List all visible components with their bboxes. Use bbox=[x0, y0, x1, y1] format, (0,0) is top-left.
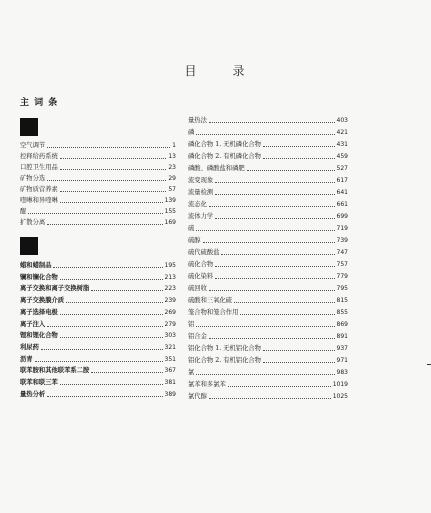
toc-entry-page: 459 bbox=[336, 153, 348, 160]
dot-leader bbox=[263, 146, 335, 147]
toc-entry-page: 213 bbox=[164, 273, 176, 281]
dot-leader bbox=[263, 158, 335, 159]
toc-entry-page: 1025 bbox=[332, 393, 348, 400]
toc-entry-page: 779 bbox=[336, 273, 348, 280]
toc-entry-title: 离子交换和离子交换树脂 bbox=[20, 285, 90, 293]
section-marker-block-2 bbox=[20, 237, 38, 255]
toc-entry[interactable] bbox=[20, 318, 176, 328]
dot-leader bbox=[47, 147, 170, 148]
toc-entry-title: 空气调节 bbox=[20, 142, 46, 149]
toc-entry[interactable] bbox=[20, 282, 176, 292]
toc-entry-title: 离子交换膜介质 bbox=[20, 297, 65, 305]
dot-leader bbox=[196, 134, 334, 135]
dot-leader bbox=[60, 158, 167, 159]
toc-entry-page: 869 bbox=[336, 321, 348, 328]
toc-entry[interactable] bbox=[188, 330, 348, 340]
toc-entry-page: 757 bbox=[336, 261, 348, 268]
dot-leader bbox=[35, 361, 163, 362]
dot-leader bbox=[221, 254, 334, 255]
dot-leader bbox=[60, 191, 167, 192]
toc-entry-page: 139 bbox=[164, 197, 176, 204]
dot-leader bbox=[47, 396, 162, 397]
toc-entry[interactable] bbox=[20, 216, 176, 226]
toc-entry-page: 169 bbox=[164, 219, 176, 226]
dot-leader bbox=[28, 213, 162, 214]
toc-entry[interactable] bbox=[188, 258, 348, 268]
toc-entry-page: 617 bbox=[336, 177, 348, 184]
dot-leader bbox=[203, 242, 335, 243]
dot-leader bbox=[234, 302, 334, 303]
toc-entry-page: 29 bbox=[168, 175, 176, 182]
toc-entry[interactable] bbox=[188, 246, 348, 256]
toc-entry-page: 239 bbox=[164, 297, 176, 305]
dot-leader bbox=[209, 338, 335, 339]
toc-entry-title: 铝化合物 2. 有机铝化合物 bbox=[188, 357, 261, 364]
dot-leader bbox=[196, 326, 334, 327]
toc-entry-title: 蜡和蜡制品 bbox=[20, 262, 52, 269]
toc-entry[interactable] bbox=[20, 294, 176, 304]
toc-entry-title: 醌 bbox=[20, 208, 27, 215]
toc-entry-title: 硫化合物 bbox=[188, 261, 214, 268]
toc-entry-page: 421 bbox=[336, 129, 348, 136]
toc-entry-title: 量热法 bbox=[188, 117, 207, 124]
toc-entry-page: 195 bbox=[164, 262, 176, 269]
toc-entry[interactable] bbox=[188, 306, 348, 316]
dot-leader bbox=[47, 326, 162, 327]
dot-leader bbox=[263, 350, 335, 351]
toc-entry-page: 891 bbox=[336, 333, 348, 340]
toc-entry[interactable] bbox=[188, 270, 348, 280]
toc-entry[interactable] bbox=[20, 353, 176, 363]
dot-leader bbox=[91, 290, 162, 291]
toc-entry[interactable] bbox=[188, 138, 348, 148]
toc-entry[interactable] bbox=[20, 139, 176, 149]
toc-entry[interactable] bbox=[188, 114, 348, 124]
section-subtitle: 主 词 条 bbox=[20, 98, 59, 108]
dot-leader bbox=[209, 122, 335, 123]
toc-entry-title: 喹啉和异喹啉 bbox=[20, 197, 58, 204]
toc-entry[interactable] bbox=[20, 306, 176, 316]
dot-leader bbox=[60, 202, 163, 203]
toc-entry-page: 795 bbox=[336, 285, 348, 292]
toc-entry-page: 747 bbox=[336, 249, 348, 256]
dot-leader bbox=[209, 290, 335, 291]
toc-entry-title: 硫醇 bbox=[188, 237, 201, 244]
toc-entry-page: 937 bbox=[336, 345, 348, 352]
toc-entry-title: 磷酸、磷酸盐和磷肥 bbox=[188, 165, 245, 172]
dot-leader bbox=[60, 279, 163, 280]
dot-leader bbox=[215, 218, 334, 219]
toc-entry[interactable] bbox=[188, 198, 348, 208]
page-title bbox=[0, 62, 431, 79]
toc-entry-page: 269 bbox=[164, 308, 176, 316]
dot-leader bbox=[47, 224, 162, 225]
section-marker-block-1 bbox=[20, 118, 38, 136]
toc-entry-page: 321 bbox=[164, 343, 176, 351]
toc-entry-page: 971 bbox=[336, 357, 348, 364]
toc-entry[interactable] bbox=[20, 205, 176, 215]
toc-entry[interactable] bbox=[20, 172, 176, 182]
dot-leader bbox=[53, 267, 162, 268]
toc-entry-title: 扩散分离 bbox=[20, 219, 46, 226]
toc-entry[interactable] bbox=[188, 222, 348, 232]
toc-entry[interactable] bbox=[20, 150, 176, 160]
dot-leader bbox=[41, 349, 163, 350]
toc-entry-title: 铝 bbox=[188, 321, 195, 328]
toc-entry[interactable] bbox=[188, 318, 348, 328]
toc-entry-title: 流变现象 bbox=[188, 177, 214, 184]
toc-entry-page: 279 bbox=[164, 320, 176, 328]
dot-leader bbox=[196, 374, 334, 375]
toc-entry[interactable] bbox=[20, 341, 176, 351]
dot-leader bbox=[209, 398, 331, 399]
toc-entry[interactable] bbox=[188, 162, 348, 172]
toc-entry[interactable] bbox=[188, 282, 348, 292]
toc-entry[interactable] bbox=[20, 183, 176, 193]
dot-leader bbox=[215, 278, 334, 279]
dot-leader bbox=[60, 169, 167, 170]
toc-entry[interactable] bbox=[20, 376, 176, 386]
toc-entry[interactable] bbox=[20, 259, 176, 269]
toc-entry-page: 699 bbox=[336, 213, 348, 220]
toc-entry-title: 硫代硫酸盐 bbox=[188, 249, 220, 256]
toc-entry-title: 利尿药 bbox=[20, 343, 39, 351]
toc-entry-page: 23 bbox=[168, 164, 176, 171]
toc-entry-title: 笼合物和笼合作用 bbox=[188, 309, 239, 316]
dot-leader bbox=[91, 372, 162, 373]
toc-entry-page: 13 bbox=[168, 153, 176, 160]
dot-leader bbox=[215, 182, 334, 183]
toc-entry-title: 硫 bbox=[188, 225, 195, 232]
toc-entry-title: 联苯胺和其他联苯系二胺 bbox=[20, 367, 90, 375]
title-char-2: 录 bbox=[232, 64, 247, 78]
dot-leader bbox=[228, 386, 331, 387]
toc-entry-page: 389 bbox=[164, 390, 176, 398]
dot-leader bbox=[60, 314, 163, 315]
toc-entry[interactable] bbox=[188, 354, 348, 364]
toc-entry[interactable] bbox=[188, 174, 348, 184]
toc-entry-page: 367 bbox=[164, 367, 176, 375]
dot-leader bbox=[247, 170, 335, 171]
toc-entry-title: 沥青 bbox=[20, 355, 33, 363]
toc-entry-title: 口腔卫生用品 bbox=[20, 164, 58, 171]
toc-entry-title: 离子选择电极 bbox=[20, 308, 58, 316]
toc-entry-page: 739 bbox=[336, 237, 348, 244]
toc-entry[interactable] bbox=[188, 390, 348, 400]
toc-entry-title: 流态化 bbox=[188, 201, 207, 208]
toc-entry-title: 氯代醇 bbox=[188, 393, 207, 400]
toc-entry[interactable] bbox=[20, 161, 176, 171]
toc-entry-page: 223 bbox=[164, 285, 176, 293]
dot-leader bbox=[60, 337, 163, 338]
toc-entry-page: 641 bbox=[336, 189, 348, 196]
toc-entry-title: 氯苯和多氯苯 bbox=[188, 381, 226, 388]
toc-entry[interactable] bbox=[20, 194, 176, 204]
toc-entry-title: 铝化合物 1. 无机铝化合物 bbox=[188, 345, 261, 352]
toc-entry[interactable] bbox=[20, 364, 176, 374]
toc-entry[interactable] bbox=[188, 366, 348, 376]
dot-leader bbox=[47, 180, 166, 181]
toc-entry[interactable] bbox=[188, 126, 348, 136]
title-char-1: 目 bbox=[184, 64, 199, 78]
toc-entry-title: 矿物质营养素 bbox=[20, 186, 58, 193]
toc-entry-title: 流体力学 bbox=[188, 213, 214, 220]
toc-entry-page: 303 bbox=[164, 332, 176, 340]
toc-entry[interactable] bbox=[20, 329, 176, 339]
toc-entry-title: 硫酸和三氧化硫 bbox=[188, 297, 233, 304]
toc-entry-title: 离子注入 bbox=[20, 320, 46, 328]
toc-entry-page: 855 bbox=[336, 309, 348, 316]
toc-entry-title: 镧和镧化合物 bbox=[20, 273, 58, 281]
toc-entry-title: 磷化合物 1. 无机磷化合物 bbox=[188, 141, 261, 148]
dot-leader bbox=[196, 230, 334, 231]
toc-entry[interactable] bbox=[188, 378, 348, 388]
toc-entry-title: 氯 bbox=[188, 369, 195, 376]
toc-entry-title: 控释给药系统 bbox=[20, 153, 58, 160]
toc-entry-title: 量热分析 bbox=[20, 390, 46, 398]
toc-entry-page: 1019 bbox=[332, 381, 348, 388]
toc-entry-page: 661 bbox=[336, 201, 348, 208]
toc-entry-title: 流量检测 bbox=[188, 189, 214, 196]
toc-entry-title: 磷 bbox=[188, 129, 195, 136]
toc-entry-page: 719 bbox=[336, 225, 348, 232]
toc-entry[interactable] bbox=[188, 186, 348, 196]
toc-entry[interactable] bbox=[20, 271, 176, 281]
toc-entry[interactable] bbox=[188, 294, 348, 304]
toc-entry-title: 硫回收 bbox=[188, 285, 207, 292]
toc-entry-page: 351 bbox=[164, 355, 176, 363]
toc-entry[interactable] bbox=[188, 342, 348, 352]
dot-leader bbox=[66, 302, 162, 303]
toc-entry-page: 57 bbox=[168, 186, 176, 193]
toc-entry[interactable] bbox=[188, 150, 348, 160]
margin-mark bbox=[427, 364, 431, 365]
toc-entry-title: 矿物分选 bbox=[20, 175, 46, 182]
toc-entry-page: 155 bbox=[164, 208, 176, 215]
dot-leader bbox=[240, 314, 334, 315]
toc-entry-page: 815 bbox=[336, 297, 348, 304]
toc-entry-title: 硫化染料 bbox=[188, 273, 214, 280]
toc-entry-title: 联苯和联三苯 bbox=[20, 379, 58, 386]
dot-leader bbox=[215, 266, 334, 267]
toc-entry-page: 527 bbox=[336, 165, 348, 172]
dot-leader bbox=[60, 384, 163, 385]
toc-entry-page: 403 bbox=[336, 117, 348, 124]
toc-entry-title: 磷化合物 2. 有机磷化合物 bbox=[188, 153, 261, 160]
toc-entry-page: 381 bbox=[164, 379, 176, 386]
toc-entry-page: 431 bbox=[336, 141, 348, 148]
toc-entry-page: 1 bbox=[172, 142, 176, 149]
dot-leader bbox=[209, 206, 335, 207]
toc-entry-title: 铝合金 bbox=[188, 333, 207, 340]
toc-entry[interactable] bbox=[188, 210, 348, 220]
toc-entry[interactable] bbox=[188, 234, 348, 244]
dot-leader bbox=[263, 362, 335, 363]
dot-leader bbox=[215, 194, 334, 195]
toc-entry[interactable] bbox=[20, 388, 176, 398]
toc-entry-title: 锂和锂化合物 bbox=[20, 332, 58, 340]
toc-entry-page: 983 bbox=[336, 369, 348, 376]
